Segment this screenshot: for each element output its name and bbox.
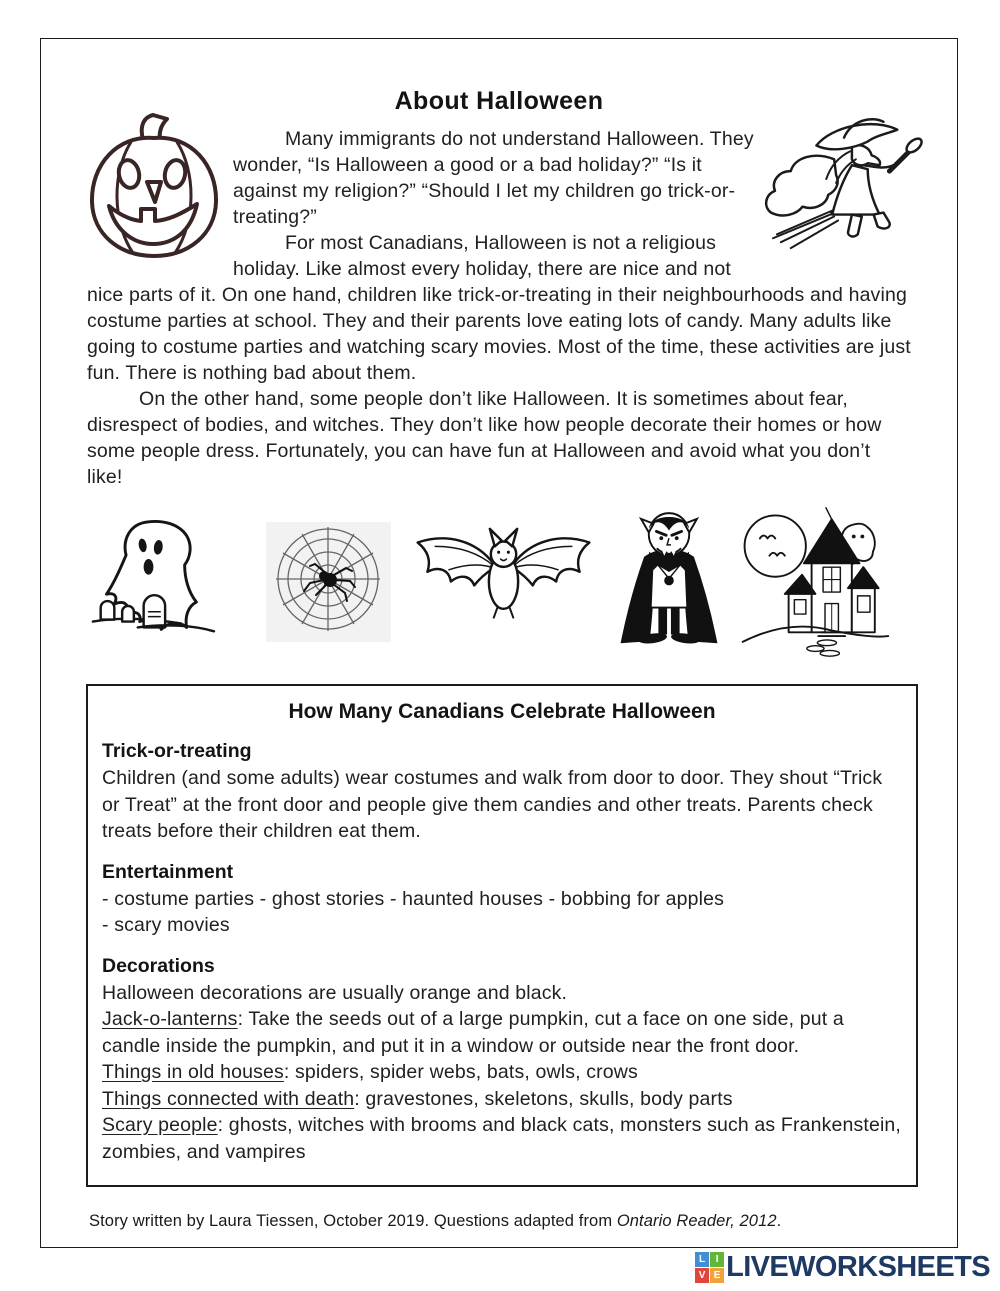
decorations-item-jack-o-lanterns	[102, 1006, 902, 1059]
intro-paragraph-3: On the other hand, some people don’t like Halloween. It is sometimes about fear, disrespect of bodies, and witches. They don’t like how people decorate their homes or how some people dress. Fortunately, you can have fun at Halloween and avoid what you don’t like!	[87, 388, 882, 488]
decorations-heading: Decorations	[102, 954, 215, 977]
halloween-clipart-row	[87, 502, 911, 662]
footer-period: .	[776, 1212, 782, 1230]
spider-web-icon	[266, 522, 391, 642]
witch-on-broom-image	[757, 108, 935, 256]
ghost-with-gravestones-image	[87, 506, 253, 658]
jack-o-lantern-image	[79, 110, 229, 260]
entertainment-line-2: - scary movies	[102, 914, 230, 936]
liveworksheets-logo[interactable]	[695, 1251, 990, 1284]
trick-or-treating-body: Children (and some adults) wear costumes and walk from door to door. They shout “Trick or Treat” at the front door and people give them candies and other treats. Parents check treats before their children eat them.	[102, 767, 883, 842]
decorations-item-text: : Take the seeds out of a large pumpkin, cut a face on one side, put a candle inside the pumpkin, and put it in a window or outside near the front door.	[102, 1008, 844, 1057]
vampire-image	[616, 507, 722, 657]
section-decorations	[102, 955, 902, 1166]
section-entertainment	[102, 861, 902, 939]
celebration-infobox	[86, 684, 918, 1187]
worksheet-frame	[40, 38, 958, 1248]
logo-tile-l: L	[695, 1252, 709, 1267]
decorations-item-label: Things in old houses	[102, 1061, 284, 1083]
decorations-item-text: : gravestones, skeletons, skulls, body parts	[354, 1087, 733, 1110]
jack-o-lantern-icon	[79, 110, 229, 260]
intro-text-block	[87, 126, 911, 490]
footer-source: Ontario Reader, 2012	[616, 1212, 777, 1230]
decorations-item-label: Scary people	[102, 1114, 218, 1136]
decorations-item-label: Things connected with death	[102, 1087, 355, 1110]
section-trick-or-treating	[102, 740, 902, 845]
liveworksheets-wordmark: LIVEWORKSHEETS	[726, 1251, 990, 1283]
decorations-item-label: Jack-o-lanterns	[102, 1008, 238, 1030]
intro-paragraph-1: Many immigrants do not understand Halloween. They wonder, “Is Halloween a good or a bad holiday?” “Is it against my religion?” “Should I let my children go trick-or-treating?”	[233, 128, 754, 228]
infobox-title: How Many Canadians Celebrate Halloween	[288, 700, 716, 723]
flying-bat-image	[404, 521, 604, 643]
logo-tile-i: I	[710, 1252, 724, 1267]
vampire-icon	[616, 507, 722, 657]
decorations-item-death	[102, 1086, 902, 1113]
decorations-intro: Halloween decorations are usually orange and black.	[102, 981, 568, 1004]
flying-bat-icon	[404, 521, 604, 643]
witch-on-broom-icon	[757, 108, 935, 256]
ghost-with-gravestones-icon	[87, 506, 253, 658]
intro-paragraph-2: For most Canadians, Halloween is not a religious holiday. Like almost every holiday, there are nice and not nice parts of it. On one hand, children like trick-or-treating in their neighbourhoods and having costume parties at school. They and their parents love eating lots of candy. Many adults like going to costume parties and watching scary movies. Most of the time, these activities are just fun. There is nothing bad about them.	[87, 232, 911, 384]
entertainment-line-1: - costume parties - ghost stories - haunted houses - bobbing for apples	[102, 887, 724, 910]
logo-tile-v: V	[695, 1268, 709, 1283]
decorations-item-text: : spiders, spider webs, bats, owls, crows	[283, 1061, 638, 1083]
entertainment-heading: Entertainment	[102, 860, 234, 883]
trick-or-treating-heading: Trick-or-treating	[102, 740, 252, 762]
haunted-house-image	[735, 507, 893, 657]
footer-text: Story written by Laura Tiessen, October 2019. Questions adapted from	[89, 1212, 617, 1230]
decorations-item-old-houses	[102, 1059, 902, 1086]
haunted-house-icon	[735, 507, 893, 657]
decorations-item-scary-people	[102, 1112, 902, 1165]
attribution-footer	[89, 1212, 781, 1231]
decorations-item-text: : ghosts, witches with brooms and black cats, monsters such as Frankenstein, zombies, and vampires	[102, 1114, 901, 1163]
liveworksheets-tiles-icon	[695, 1252, 724, 1283]
spider-web-image	[266, 522, 391, 642]
logo-tile-e: E	[710, 1268, 724, 1283]
page-title: About Halloween	[394, 87, 604, 115]
